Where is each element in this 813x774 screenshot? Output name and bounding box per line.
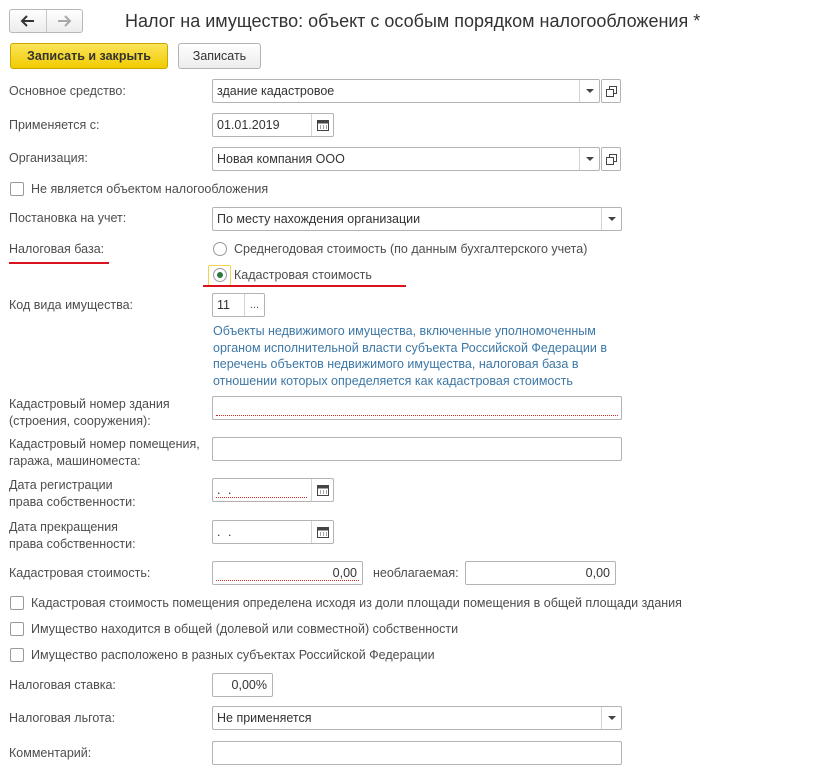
applies-from-label: Применяется с:	[9, 118, 100, 132]
ownership-reg-calendar-button[interactable]	[311, 479, 333, 501]
nontaxable-label: необлагаемая:	[373, 566, 459, 580]
cadastral-building-label-2: (строения, сооружения):	[9, 414, 151, 428]
organization-open-button[interactable]	[601, 147, 621, 171]
property-code-field[interactable]	[212, 293, 265, 317]
cadastral-room-label-1: Кадастровый номер помещения,	[9, 437, 200, 451]
ownership-reg-date-value: . .	[217, 483, 234, 497]
registration-value: По месту нахождения организации	[217, 212, 421, 226]
cadastral-building-label-1: Кадастровый номер здания	[9, 397, 170, 411]
calendar-icon	[317, 526, 329, 538]
registration-label: Постановка на учет:	[9, 211, 127, 225]
tax-benefit-dropdown-button[interactable]	[601, 707, 621, 729]
asset-field[interactable]	[212, 79, 600, 103]
tax-rate-input[interactable]	[212, 673, 273, 697]
chevron-down-icon	[586, 89, 594, 94]
ownership-end-date-value: . .	[217, 525, 234, 539]
open-window-icon	[606, 86, 617, 97]
share-area-label: Кадастровая стоимость помещения определена исходя из доли площади помещения в общей площади здания	[31, 596, 682, 610]
chevron-down-icon	[608, 716, 616, 721]
ownership-end-label-2: права собственности:	[9, 537, 136, 551]
property-code-description: Объекты недвижимого имущества, включенные уполномоченным органом исполнительной власти субъекта Российской Федерации в перечень объектов недвижимого имущества, налоговая база в отношении которых определяется как кадастровая стоимость	[213, 324, 607, 388]
comment-label: Комментарий:	[9, 746, 92, 760]
calendar-icon	[317, 119, 329, 131]
cadastral-room-input[interactable]	[212, 437, 622, 461]
registration-dropdown-button[interactable]	[601, 208, 621, 230]
nav-history	[9, 9, 83, 33]
common-property-checkbox[interactable]	[10, 622, 24, 636]
annotation-underline	[9, 262, 109, 264]
tax-base-radio-cadastral[interactable]	[213, 268, 227, 282]
applies-from-date-field[interactable]	[212, 113, 334, 137]
tax-rate-label: Налоговая ставка:	[9, 678, 116, 692]
common-property-label: Имущество находится в общей (долевой или совместной) собственности	[31, 622, 459, 636]
tax-benefit-select[interactable]	[212, 706, 622, 730]
ownership-end-date-field[interactable]	[212, 520, 334, 544]
asset-value: здание кадастровое	[217, 84, 335, 98]
property-code-label: Код вида имущества:	[9, 298, 134, 312]
save-button[interactable]: Записать	[178, 43, 261, 69]
organization-dropdown-button[interactable]	[579, 148, 599, 170]
different-regions-checkbox[interactable]	[10, 648, 24, 662]
asset-label: Основное средство:	[9, 84, 126, 98]
annotation-underline	[203, 285, 406, 287]
calendar-icon	[317, 484, 329, 496]
back-button[interactable]	[10, 10, 46, 32]
cadastral-building-input[interactable]	[212, 396, 622, 420]
arrow-right-icon	[56, 15, 72, 27]
applies-from-calendar-button[interactable]	[311, 114, 333, 136]
asset-dropdown-button[interactable]	[579, 80, 599, 102]
cadastral-value-input[interactable]	[212, 561, 363, 585]
cadastral-value-label: Кадастровая стоимость:	[9, 566, 151, 580]
ownership-end-label-1: Дата прекращения	[9, 520, 118, 534]
ownership-reg-date-field[interactable]	[212, 478, 334, 502]
ownership-reg-label-2: права собственности:	[9, 495, 136, 509]
organization-value: Новая компания ООО	[217, 152, 345, 166]
registration-select[interactable]	[212, 207, 622, 231]
tax-rate-value: 0,00%	[231, 678, 267, 692]
share-area-checkbox[interactable]	[10, 596, 24, 610]
nontaxable-value-input[interactable]	[465, 561, 616, 585]
tax-base-label: Налоговая база:	[9, 242, 105, 256]
not-taxable-checkbox[interactable]	[10, 182, 24, 196]
chevron-down-icon	[586, 157, 594, 162]
cadastral-room-label-2: гаража, машиноместа:	[9, 454, 141, 468]
page-title: Налог на имущество: объект с особым порядком налогообложения *	[125, 11, 701, 31]
nontaxable-value-amount: 0,00	[585, 566, 610, 580]
asset-open-button[interactable]	[601, 79, 621, 103]
comment-input[interactable]	[212, 741, 622, 765]
cadastral-value-amount: 0,00	[332, 566, 357, 580]
arrow-left-icon	[20, 15, 36, 27]
tax-base-option-average-label: Среднегодовая стоимость (по данным бухгалтерского учета)	[234, 242, 588, 256]
organization-label: Организация:	[9, 151, 88, 165]
property-code-value: 11	[217, 298, 230, 312]
open-window-icon	[606, 154, 617, 165]
tax-base-option-cadastral-label: Кадастровая стоимость	[234, 268, 372, 282]
save-and-close-button[interactable]: Записать и закрыть	[10, 43, 168, 69]
tax-base-radio-average[interactable]	[213, 242, 227, 256]
property-code-select-button[interactable]: ...	[244, 294, 264, 316]
forward-button[interactable]	[46, 10, 82, 32]
different-regions-label: Имущество расположено в разных субъектах Российской Федерации	[31, 648, 435, 662]
tax-benefit-label: Налоговая льгота:	[9, 711, 116, 725]
chevron-down-icon	[608, 217, 616, 222]
tax-benefit-value: Не применяется	[217, 711, 312, 725]
ownership-reg-label-1: Дата регистрации	[9, 478, 113, 492]
required-marker	[216, 497, 307, 498]
organization-field[interactable]	[212, 147, 600, 171]
ownership-end-calendar-button[interactable]	[311, 521, 333, 543]
not-taxable-label: Не является объектом налогообложения	[31, 182, 269, 196]
applies-from-value: 01.01.2019	[217, 118, 280, 132]
required-marker	[216, 415, 618, 416]
required-marker	[216, 580, 359, 581]
